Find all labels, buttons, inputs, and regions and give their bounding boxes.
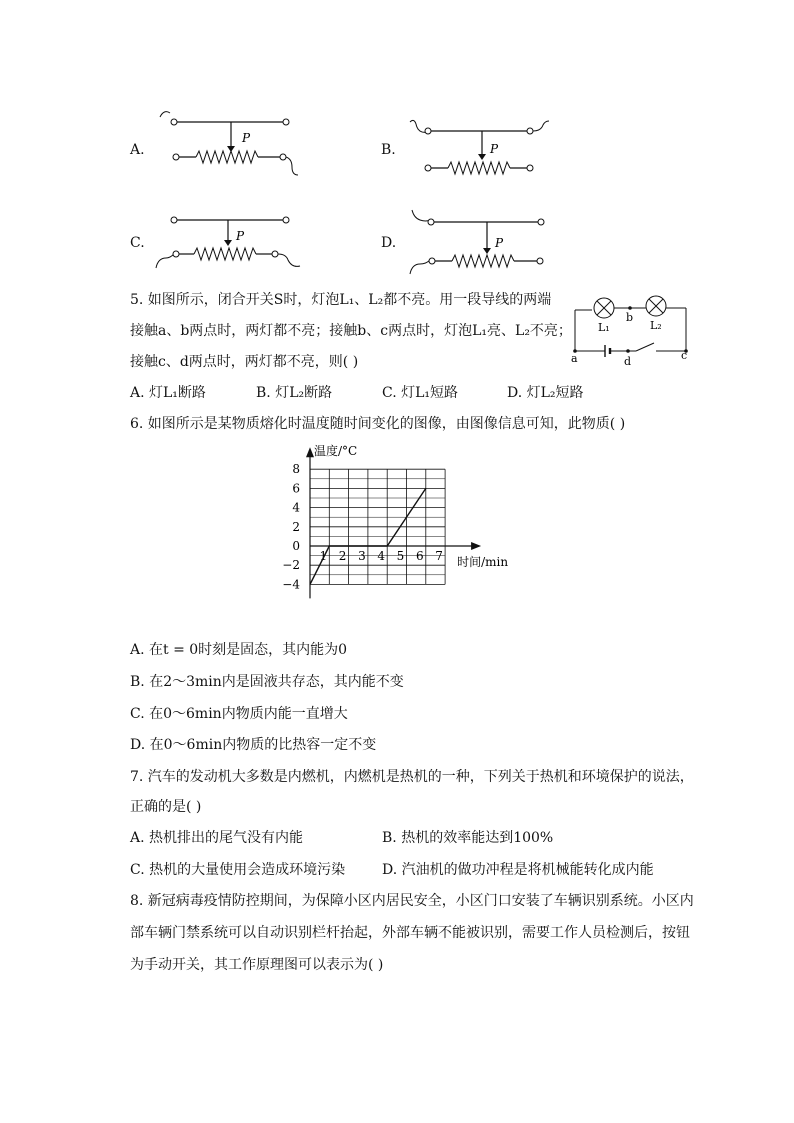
q5-option-d: D. 灯L₂短路 (507, 385, 584, 401)
y-tick-label: 0 (292, 539, 300, 553)
q5-line-1: 5. 如图所示，闭合开关S时，灯泡L₁、L₂都不亮。用一段导线的两端 (130, 292, 552, 308)
q6-option-c: C. 在0～6min内物质内能一直增大 (130, 706, 348, 722)
q5-option-c: C. 灯L₁短路 (382, 385, 459, 401)
l2-label: L₂ (650, 319, 662, 332)
q5-option-b: B. 灯L₂断路 (256, 385, 333, 401)
q6-option-b: B. 在2～3min内是固液共存态，其内能不变 (130, 674, 404, 690)
x-tick-label: 1 (319, 549, 328, 563)
q4-option-d-label: D. (381, 235, 397, 251)
q6-option-a: A. 在t = 0时刻是固态，其内能为0 (130, 642, 348, 658)
q4-b-slider-label: P (490, 142, 499, 156)
y-tick-label: 8 (292, 462, 300, 477)
y-tick-label: 6 (292, 481, 300, 496)
x-tick-label: 2 (338, 549, 347, 563)
x-tick-label: 6 (415, 549, 424, 563)
q4-option-b-label: B. (381, 142, 396, 158)
q7-line-1: 7. 汽车的发动机大多数是内燃机，内燃机是热机的一种，下列关于热机和环境保护的说法， (130, 769, 694, 785)
x-tick-label: 5 (396, 549, 405, 563)
q4-d-slider-label: P (495, 236, 504, 250)
x-tick-label: 3 (358, 549, 366, 563)
y-axis-arrow (306, 447, 314, 457)
q7-line-2: 正确的是( ) (130, 799, 202, 815)
x-tick-label: 7 (435, 549, 443, 563)
l1-label: L₁ (598, 321, 610, 334)
y-tick-label: −4 (282, 577, 300, 592)
q8-line-1: 8. 新冠病毒疫情防控期间，为保障小区内居民安全，小区门口安装了车辆识别系统。小区内 (130, 893, 694, 909)
q5-option-a: A. 灯L₁断路 (130, 385, 206, 401)
x-axis-label: 时间/min (457, 555, 509, 569)
y-tick-label: 4 (292, 500, 300, 515)
q7-option-a: A. 热机排出的尾气没有内能 (130, 830, 304, 846)
y-tick-label: −2 (282, 558, 300, 573)
q4-c-slider-label: P (236, 229, 245, 243)
q5-line-3: 接触c、d两点时，两灯都不亮，则( ) (130, 354, 359, 370)
y-axis-label: 温度/°C (314, 444, 358, 459)
x-tick-label: 4 (377, 549, 386, 563)
q4-option-c-label: C. (130, 235, 145, 251)
x-axis-arrow (471, 542, 481, 550)
q6-option-d: D. 在0～6min内物质的比热容一定不变 (130, 737, 377, 753)
y-tick-label: 2 (292, 519, 300, 534)
point-d-label: d (624, 355, 632, 368)
q7-option-b: B. 热机的效率能达到100% (382, 830, 554, 846)
q5-line-2: 接触a、b两点时，两灯都不亮；接触b、c两点时，灯泡L₁亮、L₂不亮； (130, 323, 572, 339)
q6-line-1: 6. 如图所示是某物质熔化时温度随时间变化的图像，由图像信息可知，此物质( ) (130, 416, 626, 432)
q4-a-slider-label: P (242, 131, 251, 145)
q7-option-c: C. 热机的大量使用会造成环境污染 (130, 862, 346, 878)
q8-line-3: 为手动开关，其工作原理图可以表示为( ) (130, 957, 384, 973)
q7-option-d: D. 汽油机的做功冲程是将机械能转化成内能 (382, 862, 654, 878)
point-b-label: b (626, 311, 634, 324)
point-c-label: c (681, 349, 688, 362)
q8-line-2: 部车辆门禁系统可以自动识别栏杆抬起，外部车辆不能被识别，需要工作人员检测后，按钮 (130, 925, 690, 941)
point-a-label: a (571, 352, 578, 365)
q4-option-a-label: A. (130, 142, 145, 158)
